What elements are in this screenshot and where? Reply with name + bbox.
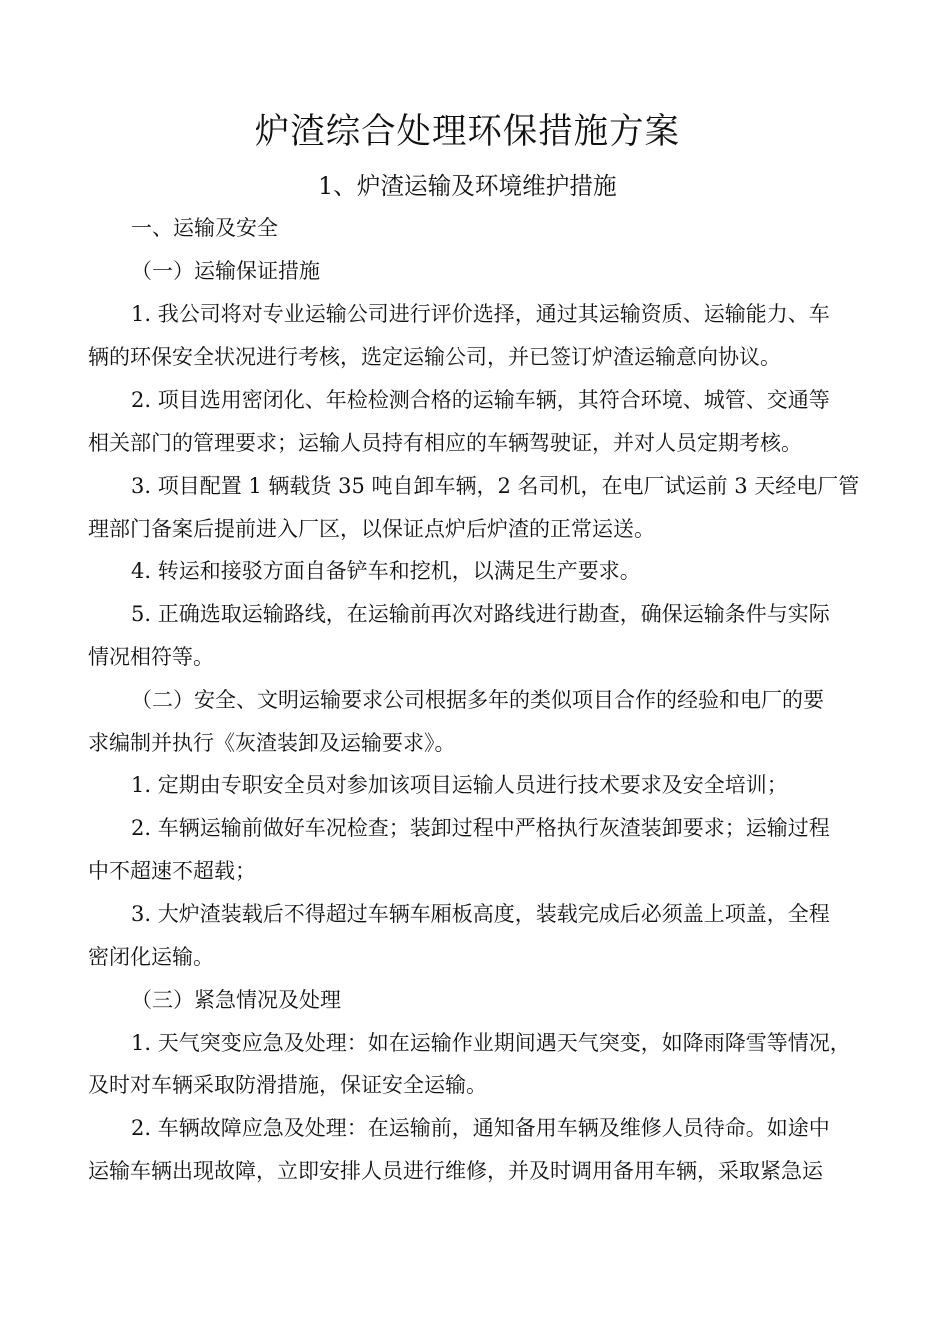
paragraph-line: 1. 天气突变应急及处理：如在运输作业期间遇天气突变，如降雨降雪等情况， xyxy=(131,1031,851,1055)
paragraph-line: 辆的环保安全状况进行考核，选定运输公司，并已签订炉渣运输意向协议。 xyxy=(88,345,781,369)
paragraph-line: 3. 大炉渣装载后不得超过车辆车厢板高度，装载完成后必须盖上项盖，全程 xyxy=(131,902,830,926)
subheading-emergency: （三）紧急情况及处理 xyxy=(131,988,341,1012)
paragraph-line: 2. 车辆运输前做好车况检查；装卸过程中严格执行灰渣装卸要求；运输过程 xyxy=(131,816,830,840)
section-subtitle: 1、炉渣运输及环境维护措施 xyxy=(318,172,617,200)
paragraph-line: 及时对车辆采取防滑措施，保证安全运输。 xyxy=(88,1073,487,1097)
heading-transport-safety: 一、运输及安全 xyxy=(131,216,278,240)
paragraph-line: 情况相符等。 xyxy=(88,645,214,669)
subheading-transport-guarantee: （一）运输保证措施 xyxy=(131,259,320,283)
paragraph-line: 相关部门的管理要求；运输人员持有相应的车辆驾驶证，并对人员定期考核。 xyxy=(88,431,802,455)
paragraph-line: 5. 正确选取运输路线，在运输前再次对路线进行勘查，确保运输条件与实际 xyxy=(131,602,830,626)
paragraph-line: 密闭化运输。 xyxy=(88,945,214,969)
paragraph-line: 中不超速不超载； xyxy=(88,859,256,883)
paragraph-line: 2. 车辆故障应急及处理：在运输前，通知备用车辆及维修人员待命。如途中 xyxy=(131,1116,830,1140)
paragraph-line: 3. 项目配置 1 辆载货 35 吨自卸车辆，2 名司机，在电厂试运前 3 天经电厂管 xyxy=(131,474,860,498)
subheading-civilized-transport: （二）安全、文明运输要求公司根据多年的类似项目合作的经验和电厂的要 xyxy=(131,688,824,712)
paragraph-line: 2. 项目选用密闭化、年检检测合格的运输车辆，其符合环境、城管、交通等 xyxy=(131,388,830,412)
document-title: 炉渣综合处理环保措施方案 xyxy=(254,112,680,152)
paragraph-line: 4. 转运和接驳方面自备铲车和挖机，以满足生产要求。 xyxy=(131,559,641,583)
paragraph-line: 1. 定期由专职安全员对参加该项目运输人员进行技术要求及安全培训； xyxy=(131,773,788,797)
paragraph-line: 运输车辆出现故障，立即安排人员进行维修，并及时调用备用车辆，采取紧急运 xyxy=(88,1159,823,1183)
paragraph-line: 1. 我公司将对专业运输公司进行评价选择，通过其运输资质、运输能力、车 xyxy=(131,302,830,326)
paragraph-line: 求编制并执行《灰渣装卸及运输要求》。 xyxy=(88,731,456,755)
paragraph-line: 理部门备案后提前进入厂区，以保证点炉后炉渣的正常运送。 xyxy=(88,517,655,541)
